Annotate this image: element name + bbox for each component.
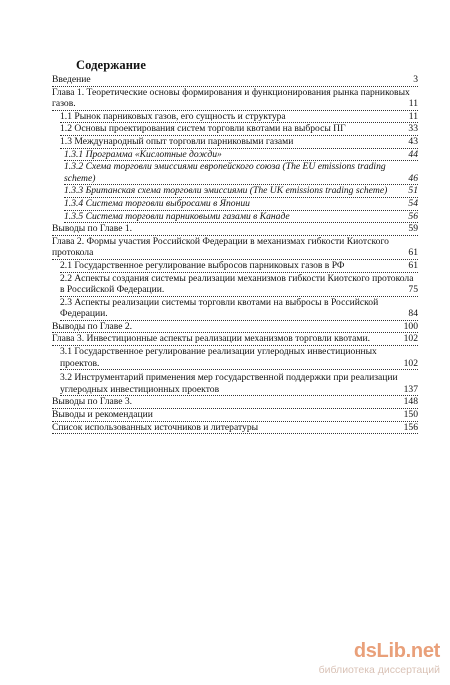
toc-entry-text: Выводы по Главе 2. — [52, 320, 133, 332]
toc-entry-text: 3.2 Инструментарий применения мер государственной поддержки при реализации углеродных инвестиционных проектов — [60, 372, 398, 395]
toc-entry-page: 11 — [408, 98, 418, 110]
toc-entry-page: 3 — [413, 74, 418, 85]
toc-entry-page: 102 — [403, 333, 418, 345]
toc-entry-text: Выводы и рекомендации — [52, 409, 153, 421]
toc-entry-text: 1.3.3 Британская схема торговли эмиссиями (The UK emissions trading scheme) — [64, 185, 388, 197]
toc-entry-2-2[interactable] — [60, 273, 418, 297]
toc-entry-page: 44 — [408, 148, 418, 160]
toc-entry-page: 61 — [408, 259, 418, 271]
toc-entry-page: 46 — [408, 172, 418, 184]
toc-entry-page: 51 — [408, 185, 418, 197]
toc-entry-page: 43 — [408, 135, 418, 147]
toc-entry-references[interactable] — [52, 422, 418, 435]
toc-entry-page: 33 — [408, 123, 418, 135]
toc-entry-text: Глава 1. Теоретические основы формирования и функционирования рынка парниковых газов. — [52, 86, 410, 110]
toc-entry-text: 1.3 Международный опыт торговли парниковыми газами — [60, 135, 294, 147]
toc-entry-1-1[interactable] — [60, 111, 418, 124]
watermark-logo[interactable] — [318, 640, 444, 680]
toc-entry-text: 1.3.1 Программа «Кислотные дожди» — [64, 148, 222, 160]
toc-entry-text: Выводы по Главе 1. — [52, 223, 133, 235]
watermark-brand: dsLib.net — [353, 640, 440, 662]
toc-entry-page: 156 — [403, 421, 418, 433]
toc-entry-text: 2.2 Аспекты создания системы реализации механизмов гибкости Киотского протокола в Российской Федерации. — [60, 272, 414, 296]
toc-entry-page: 11 — [408, 110, 418, 122]
toc-entry-text: 1.2 Основы проектирования систем торговли квотами на выбросы ПГ — [60, 123, 346, 135]
toc-entry-1-3-2[interactable] — [64, 161, 418, 185]
toc-entry-3-1[interactable] — [60, 346, 418, 370]
toc-entry-text: Выводы по Главе 3. — [52, 396, 133, 408]
toc-entry-3-2[interactable] — [60, 372, 418, 396]
toc-entry-text: Глава 3. Инвестиционные аспекты реализации механизмов торговли квотами. — [52, 333, 371, 345]
toc-entry-page: 137 — [403, 383, 418, 395]
toc-entry-page: 148 — [403, 396, 418, 408]
toc-entry-conclusions-1[interactable] — [52, 223, 418, 236]
toc-entry-chapter-2[interactable] — [52, 236, 418, 260]
toc-entry-text: 2.1 Государственное регулирование выбросов парниковых газов в РФ — [60, 259, 345, 271]
toc-entry-page: 100 — [403, 320, 418, 332]
toc-entry-page: 75 — [408, 284, 418, 296]
toc-entry-text: 1.1 Рынок парниковых газов, его сущность и структура — [60, 110, 286, 122]
toc-entry-1-3-5[interactable] — [64, 211, 418, 224]
toc-entry-text: 1.3.4 Система торговли выбросами в Японии — [64, 197, 250, 209]
toc-entry-text: 1.3.2 Схема торговли эмиссиями европейского союза (The EU emissions trading scheme) — [64, 161, 386, 184]
toc-entry-page: 84 — [408, 308, 418, 320]
toc-entry-1-2[interactable] — [60, 123, 418, 136]
toc-entry-page: 59 — [408, 223, 418, 235]
table-of-contents — [52, 74, 418, 434]
toc-entry-text: 2.3 Аспекты реализации системы торговли квотами на выбросы в Российской Федерации. — [60, 296, 379, 320]
toc-entry-2-1[interactable] — [60, 260, 418, 273]
toc-entry-chapter-3[interactable] — [52, 333, 418, 346]
toc-entry-conclusions-2[interactable] — [52, 321, 418, 334]
toc-entry-text: 3.1 Государственное регулирование реализации углеродных инвестиционных проектов. — [60, 346, 377, 369]
toc-entry-conclusions-3[interactable] — [52, 396, 418, 409]
toc-entry-1-3[interactable] — [60, 136, 418, 149]
toc-entry-page: 61 — [408, 247, 418, 259]
toc-title: Содержание — [76, 58, 147, 72]
toc-entry-introduction[interactable] — [52, 74, 418, 87]
toc-entry-recommendations[interactable] — [52, 409, 418, 422]
toc-entry-text: 1.3.5 Система торговли парниковыми газами в Канаде — [64, 210, 290, 222]
toc-entry-text: Глава 2. Формы участия Российской Федерации в механизмах гибкости Киотского протокола — [52, 235, 389, 259]
toc-entry-text: Список использованных источников и литературы — [52, 421, 259, 433]
toc-entry-page: 56 — [408, 210, 418, 222]
toc-entry-text: Введение — [52, 74, 91, 85]
toc-entry-page: 102 — [403, 357, 418, 369]
toc-entry-1-3-4[interactable] — [64, 198, 418, 211]
toc-entry-2-3[interactable] — [60, 297, 418, 321]
toc-entry-page: 54 — [408, 197, 418, 209]
watermark-tagline: библиотека диссертаций — [318, 664, 440, 676]
toc-entry-page: 150 — [403, 409, 418, 421]
toc-entry-1-3-3[interactable] — [64, 185, 418, 198]
toc-entry-1-3-1[interactable] — [64, 149, 418, 162]
toc-entry-chapter-1[interactable] — [52, 87, 418, 111]
